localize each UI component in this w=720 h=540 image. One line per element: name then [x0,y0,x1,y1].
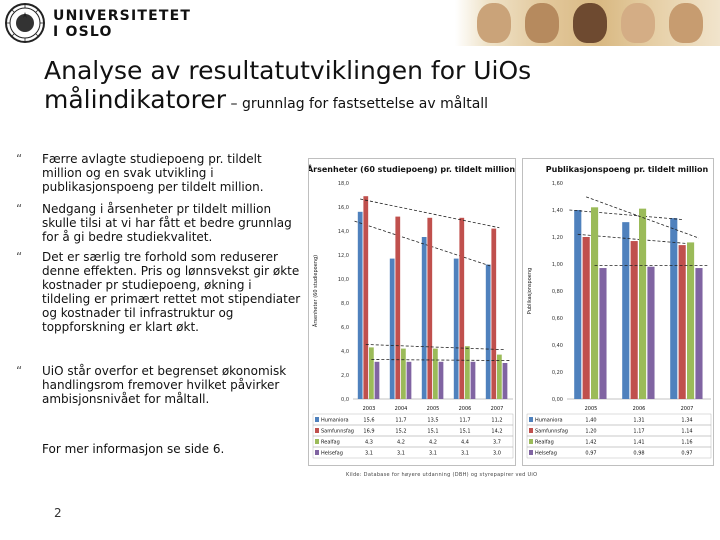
bullet-text: Det er særlig tre forhold som reduserer denne effekten. Pris og lønnsvekst gir økte kostnader pr studiepoeng, økning i tildeling er primært rettet mot stipendiater og kostnader til infrastruktur og toppforskning er klart økt. [42,250,301,334]
data-label: 11,2 [491,417,503,424]
info-text: For mer informasjon se side 6. [42,442,225,456]
data-label: 3,1 [461,450,469,457]
bar-humaniora [454,259,459,399]
bullet-marker: “ [16,364,23,378]
bar-samfunnsfag [459,218,464,399]
bullet-item [16,364,301,406]
data-label: 14,2 [491,428,503,435]
y-tick-label: 14,0 [337,229,349,235]
uio-seal-icon [4,2,46,44]
bar-samfunnsfag [395,217,400,399]
x-tick-label: 2006 [632,406,646,412]
y-tick-label: 16,0 [337,205,349,211]
data-label: 1,34 [681,417,693,424]
y-tick-label: 6,0 [341,325,349,331]
y-tick-label: 1,40 [551,208,563,214]
slide-title-sub: – grunnlag for fastsettelse av måltall [226,96,489,112]
bar-humaniora [622,222,629,399]
data-label: 15,2 [395,428,407,435]
header-photo-strip [455,0,720,46]
x-tick-label: 2005 [426,406,440,412]
bullet-item [16,152,301,194]
bar-helsefag [375,362,380,399]
data-label: 4,2 [429,439,437,446]
y-axis-label: Årsenheter (60 studiepoeng) [313,254,319,328]
student-photo [621,3,655,43]
data-label: 1,41 [633,439,645,446]
legend-entry: Humaniora [535,417,563,424]
data-label: 15,6 [363,417,375,424]
bar-realfag [369,347,374,399]
student-photo [669,3,703,43]
y-tick-label: 8,0 [341,301,349,307]
bar-realfag [465,346,470,399]
slide-title-main: Analyse av resultatutviklingen for UiOs målindikatorer [44,56,532,114]
bar-helsefag [407,362,412,399]
bar-realfag [433,349,438,399]
legend-entry: Helsefag [535,450,557,457]
data-label: 1,31 [633,417,645,424]
chart-arsenheter [308,158,516,466]
data-label: 0,97 [585,450,597,457]
data-label: 4,4 [461,439,469,446]
bar-humaniora [358,212,363,399]
bullet-text: UiO står overfor et begrenset økonomisk handlingsrom fremover hvilket påvirker ambisjonsnivået for måltall. [42,364,287,406]
y-tick-label: 0,00 [551,397,563,403]
student-photo [525,3,559,43]
y-tick-label: 1,60 [551,181,563,187]
legend-entry: Samfunnsfag [321,428,354,435]
legend-entry: Samfunnsfag [535,428,568,435]
data-label: 4,3 [365,439,373,446]
bar-samfunnsfag [679,245,686,399]
bar-samfunnsfag [491,229,496,399]
source-note: Kilde: Database for høyere utdanning (DBH) og styrepapirer ved UiO [346,472,538,478]
data-label: 1,16 [681,439,693,446]
legend-swatch [315,428,319,433]
bullet-marker: “ [16,202,23,216]
legend-entry: Humaniora [321,417,349,424]
bar-helsefag [471,362,476,399]
bar-realfag [401,349,406,399]
bar-humaniora [574,210,581,399]
y-tick-label: 4,0 [341,349,349,355]
data-label: 0,98 [633,450,645,457]
university-name-line2: I OSLO [53,24,113,40]
legend-swatch [529,450,533,455]
y-axis-label: Publikasjonspoeng [527,267,533,315]
bullet-marker: “ [16,250,23,264]
x-tick-label: 2007 [680,406,694,412]
x-tick-label: 2003 [362,406,376,412]
chart-arsenheter-svg [309,159,517,467]
x-tick-label: 2007 [490,406,504,412]
bar-humaniora [422,237,427,399]
bar-helsefag [503,363,508,399]
bullet-text: Nedgang i årsenheter pr tildelt million skulle tilsi at vi har fått et bedre grunnlag for å gi bedre studiekvalitet. [42,202,292,244]
legend-entry: Realfag [535,439,554,446]
data-label: 3,1 [365,450,373,457]
data-label: 3,0 [493,450,501,457]
data-label: 1,17 [633,428,645,435]
legend-row-border [313,436,513,447]
x-tick-label: 2004 [394,406,408,412]
y-tick-label: 12,0 [337,253,349,259]
data-label: 3,1 [429,450,437,457]
bar-samfunnsfag [583,237,590,399]
y-tick-label: 0,0 [341,397,349,403]
data-label: 0,97 [681,450,693,457]
y-tick-label: 1,20 [551,235,563,241]
legend-entry: Helsefag [321,450,343,457]
bar-humaniora [390,259,395,399]
bar-helsefag [439,362,444,399]
bar-humaniora [670,218,677,399]
header-banner [0,0,720,46]
bar-realfag [639,209,646,399]
chart-publikasjonspoeng [522,158,714,466]
legend-swatch [529,439,533,444]
page-number: 2 [54,506,62,520]
university-name-line1: UNIVERSITETET [53,8,192,24]
legend-swatch [315,417,319,422]
legend-swatch [315,450,319,455]
legend-entry: Realfag [321,439,340,446]
data-label: 1,20 [585,428,597,435]
slide-title [44,56,704,119]
bar-humaniora [486,265,491,399]
data-label: 15,1 [459,428,471,435]
bar-realfag [497,355,502,399]
data-label: 3,7 [493,439,501,446]
chart-title: Årsenheter (60 studiepoeng) pr. tildelt million [309,165,516,174]
data-label: 3,1 [397,450,405,457]
x-tick-label: 2005 [584,406,598,412]
bar-helsefag [695,268,702,399]
y-tick-label: 1,00 [551,262,563,268]
bar-realfag [591,207,598,399]
x-tick-label: 2006 [458,406,472,412]
bullet-text: Færre avlagte studiepoeng pr. tildelt million og en svak utvikling i publikasjonspoeng per tildelt million. [42,152,264,194]
legend-row-border [313,447,513,458]
legend-swatch [315,439,319,444]
y-tick-label: 18,0 [337,181,349,187]
y-tick-label: 0,60 [551,316,563,322]
data-label: 11,7 [395,417,407,424]
data-label: 1,42 [585,439,597,446]
student-photo [477,3,511,43]
bullet-item [16,202,301,244]
chart-title: Publikasjonspoeng pr. tildelt million [545,165,709,174]
student-photo [573,3,607,43]
y-tick-label: 2,0 [341,373,349,379]
bullet-marker: “ [16,152,23,166]
data-label: 4,2 [397,439,405,446]
y-tick-label: 10,0 [337,277,349,283]
legend-swatch [529,417,533,422]
y-tick-label: 0,40 [551,343,563,349]
legend-swatch [529,428,533,433]
data-label: 11,7 [459,417,471,424]
y-tick-label: 0,80 [551,289,563,295]
bar-samfunnsfag [427,218,432,399]
bar-helsefag [647,267,654,399]
bar-samfunnsfag [363,196,368,399]
data-label: 16,9 [363,428,375,435]
data-label: 13,5 [427,417,439,424]
y-tick-label: 0,20 [551,370,563,376]
data-label: 15,1 [427,428,439,435]
bar-samfunnsfag [631,241,638,399]
data-label: 1,40 [585,417,597,424]
chart-publikasjonspoeng-svg [523,159,715,467]
data-label: 1,14 [681,428,693,435]
bar-helsefag [599,268,606,399]
